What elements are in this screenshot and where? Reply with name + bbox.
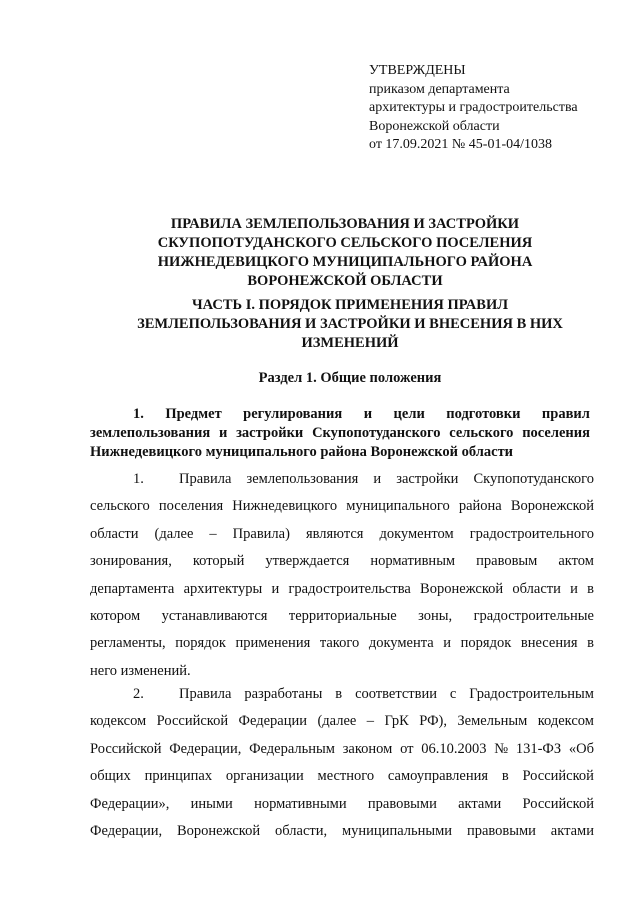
- paragraph-word: 06.10.2003: [421, 740, 487, 757]
- paragraph-word: поселения: [522, 425, 590, 441]
- title-line: ВОРОНЕЖСКОЙ ОБЛАСТИ: [247, 273, 443, 289]
- paragraph-word: правовыми: [367, 795, 437, 812]
- title-line: ПРАВИЛА ЗЕМЛЕПОЛЬЗОВАНИЯ И ЗАСТРОЙКИ: [170, 216, 520, 232]
- paragraph-word: градостроительства: [288, 580, 411, 597]
- paragraph-word: правовым: [476, 553, 538, 570]
- paragraph-word: документом: [379, 525, 454, 542]
- paragraph-word: застройки: [236, 425, 304, 441]
- paragraph-line: [90, 548, 594, 575]
- part-line: ЗЕМЛЕПОЛЬЗОВАНИЯ И ЗАСТРОЙКИ И ВНЕСЕНИЯ В НИХ: [137, 316, 563, 332]
- paragraph-word: Скупопотуданского: [473, 471, 594, 487]
- paragraph-word: утверждается: [265, 553, 350, 570]
- paragraph-line: [90, 521, 594, 548]
- paragraph-word: и: [271, 580, 280, 597]
- paragraph-word: который: [192, 553, 245, 570]
- paragraph-word: сельского: [449, 425, 514, 441]
- paragraph-line: [90, 736, 594, 763]
- paragraph-word: такого: [319, 635, 360, 652]
- paragraph-word: и: [373, 471, 382, 487]
- paragraph-word: Российской: [90, 740, 162, 757]
- paragraph-word: Воронежской: [510, 498, 594, 515]
- paragraph-word: Федерации»,: [90, 795, 170, 812]
- paragraph-word: иными: [190, 795, 233, 812]
- paragraph-word: поселения: [158, 498, 224, 515]
- paragraph-word: в: [335, 686, 343, 702]
- paragraph-word: устанавливаются: [161, 607, 268, 624]
- paragraph-word: и: [218, 425, 228, 441]
- paragraph-word: актами: [550, 822, 594, 839]
- paragraph-word: градостроительного: [469, 525, 594, 542]
- paragraph-word: являются: [305, 525, 364, 542]
- paragraph-line: [90, 603, 594, 630]
- paragraph-word: муниципальными: [341, 822, 453, 839]
- paragraph-word: Нижнедевицкого: [232, 498, 338, 515]
- paragraph-word: 1. Правила: [133, 466, 231, 493]
- part-line: ИЗМЕНЕНИЙ: [301, 335, 399, 351]
- document-title: [100, 215, 590, 291]
- paragraph-word: Скупопотуданского: [312, 425, 441, 441]
- approval-line: архитектуры и градостроительства: [369, 100, 578, 115]
- paragraph-word: 131-ФЗ: [515, 740, 562, 757]
- paragraph-line: [90, 466, 594, 493]
- paragraph-line: [90, 708, 594, 735]
- paragraph-word: внесения: [520, 635, 578, 652]
- paragraph-word: Земельным: [457, 713, 528, 730]
- paragraph-word: в: [587, 580, 594, 597]
- paragraph-word: Федерации: [238, 713, 308, 730]
- paragraph-word: общих: [90, 768, 131, 785]
- paragraph-line: [90, 630, 594, 657]
- paragraph-word: муниципального: [346, 498, 450, 515]
- paragraph-word: и: [570, 580, 578, 597]
- paragraph-word: актами: [458, 795, 502, 812]
- paragraph-word: Федерации,: [169, 740, 242, 757]
- paragraph-word: территориальные: [288, 607, 397, 624]
- article-word: Предмет: [165, 406, 222, 422]
- paragraph-word: кодексом: [537, 713, 594, 730]
- paragraph-word: нормативными: [254, 795, 347, 812]
- paragraph-line: него изменений.: [90, 662, 191, 679]
- paragraph-word: ГрК: [384, 713, 409, 730]
- paragraph-word: архитектуры: [183, 580, 263, 597]
- paragraph-word: градостроительные: [473, 607, 594, 624]
- paragraph-word: актом: [558, 553, 594, 570]
- title-line: СКУПОПОТУДАНСКОГО СЕЛЬСКОГО ПОСЕЛЕНИЯ: [157, 235, 533, 251]
- paragraph-word: Федерации,: [90, 822, 163, 839]
- paragraph-word: (далее: [317, 713, 357, 730]
- paragraph-word: 2. Правила: [133, 681, 231, 708]
- paragraph-word: с: [449, 686, 457, 702]
- paragraph-word: Воронежской: [176, 822, 261, 839]
- paragraph-line: [90, 681, 594, 708]
- paragraph-word: порядок: [175, 635, 226, 652]
- paragraph-word: применения: [235, 635, 311, 652]
- paragraph-line: [90, 763, 594, 790]
- paragraph-word: в: [587, 635, 594, 652]
- paragraph-word: –: [209, 525, 217, 542]
- paragraph-word: РФ),: [419, 713, 447, 730]
- paragraph-line: [90, 576, 594, 603]
- paragraph-word: соответствии: [355, 686, 437, 702]
- paragraph-word: организации: [225, 768, 304, 785]
- article-word: регулирования: [243, 406, 343, 422]
- article-heading: [90, 405, 590, 462]
- paragraph-line: [90, 791, 594, 818]
- paragraph-word: Российской: [156, 713, 229, 730]
- paragraph-word: котором: [90, 607, 141, 624]
- paragraph-number: 1.: [133, 471, 144, 487]
- paragraph-word: документа: [368, 635, 434, 652]
- paragraph-word: принципах: [144, 768, 213, 785]
- paragraph-word: (далее: [154, 525, 194, 542]
- paragraph-word: Российской: [522, 795, 594, 812]
- paragraph-word: местного: [317, 768, 375, 785]
- article-word: и: [363, 406, 373, 422]
- paragraph-word: –: [366, 713, 375, 730]
- paragraph-word: в: [501, 768, 509, 785]
- article-word: правил: [541, 406, 590, 422]
- part-heading: [110, 296, 590, 353]
- approval-line: от 17.09.2021 № 45-01-04/1038: [369, 137, 553, 152]
- paragraph-word: правовыми: [466, 822, 536, 839]
- article-word: 1.: [133, 406, 144, 422]
- approval-line: УТВЕРЖДЕНЫ: [369, 63, 466, 78]
- paragraph-word: законом: [342, 740, 393, 757]
- paragraph-word: землепользования: [90, 425, 211, 441]
- paragraph-line: [90, 493, 594, 520]
- paragraph-word: застройки: [396, 471, 459, 487]
- paragraph-word: порядок: [460, 635, 512, 652]
- paragraph-word: области,: [275, 822, 328, 839]
- paragraph-word: Градостроительным: [469, 686, 594, 702]
- paragraph-word: зоны,: [418, 607, 453, 624]
- paragraph-word: нормативным: [370, 553, 456, 570]
- paragraph-word: области: [512, 580, 561, 597]
- paragraph-word: землепользования: [246, 471, 359, 487]
- paragraph-line: [90, 818, 594, 845]
- title-line: НИЖНЕДЕВИЦКОГО МУНИЦИПАЛЬНОГО РАЙОНА: [157, 254, 533, 270]
- paragraph-word: района: [458, 498, 502, 515]
- paragraph-1: [90, 466, 594, 685]
- approval-stamp: [369, 62, 578, 155]
- paragraph-word: и: [443, 635, 452, 652]
- paragraph-word: кодексом: [90, 713, 147, 730]
- paragraph-word: Федеральным: [249, 740, 335, 757]
- article-heading-line: [90, 424, 590, 443]
- paragraph-word: «Об: [568, 740, 594, 757]
- article-heading-line: Нижнедевицкого муниципального района Воронежской области: [90, 444, 514, 460]
- paragraph-word: №: [494, 740, 509, 757]
- section-heading: Раздел 1. Общие положения: [258, 370, 442, 386]
- paragraph-word: области: [90, 525, 139, 542]
- paragraph-word: от: [400, 740, 414, 757]
- paragraph-2: [90, 681, 594, 845]
- paragraph-word: департамента: [90, 580, 175, 597]
- part-line: ЧАСТЬ I. ПОРЯДОК ПРИМЕНЕНИЯ ПРАВИЛ: [191, 297, 509, 313]
- approval-line: Воронежской области: [369, 118, 500, 134]
- paragraph-word: регламенты,: [90, 635, 166, 652]
- paragraph-number: 2.: [133, 686, 144, 702]
- paragraph-word: сельского: [90, 498, 150, 515]
- paragraph-word: Воронежской: [420, 580, 504, 597]
- paragraph-word: Правила): [232, 525, 290, 542]
- paragraph-word: зонирования,: [90, 553, 172, 570]
- paragraph-word: Российской: [522, 768, 594, 785]
- article-word: цели: [393, 406, 425, 422]
- paragraph-word: самоуправления: [387, 768, 489, 785]
- article-word: подготовки: [446, 406, 521, 422]
- paragraph-word: разработаны: [244, 686, 323, 702]
- article-heading-line: [90, 405, 590, 424]
- approval-line: приказом департамента: [369, 81, 510, 97]
